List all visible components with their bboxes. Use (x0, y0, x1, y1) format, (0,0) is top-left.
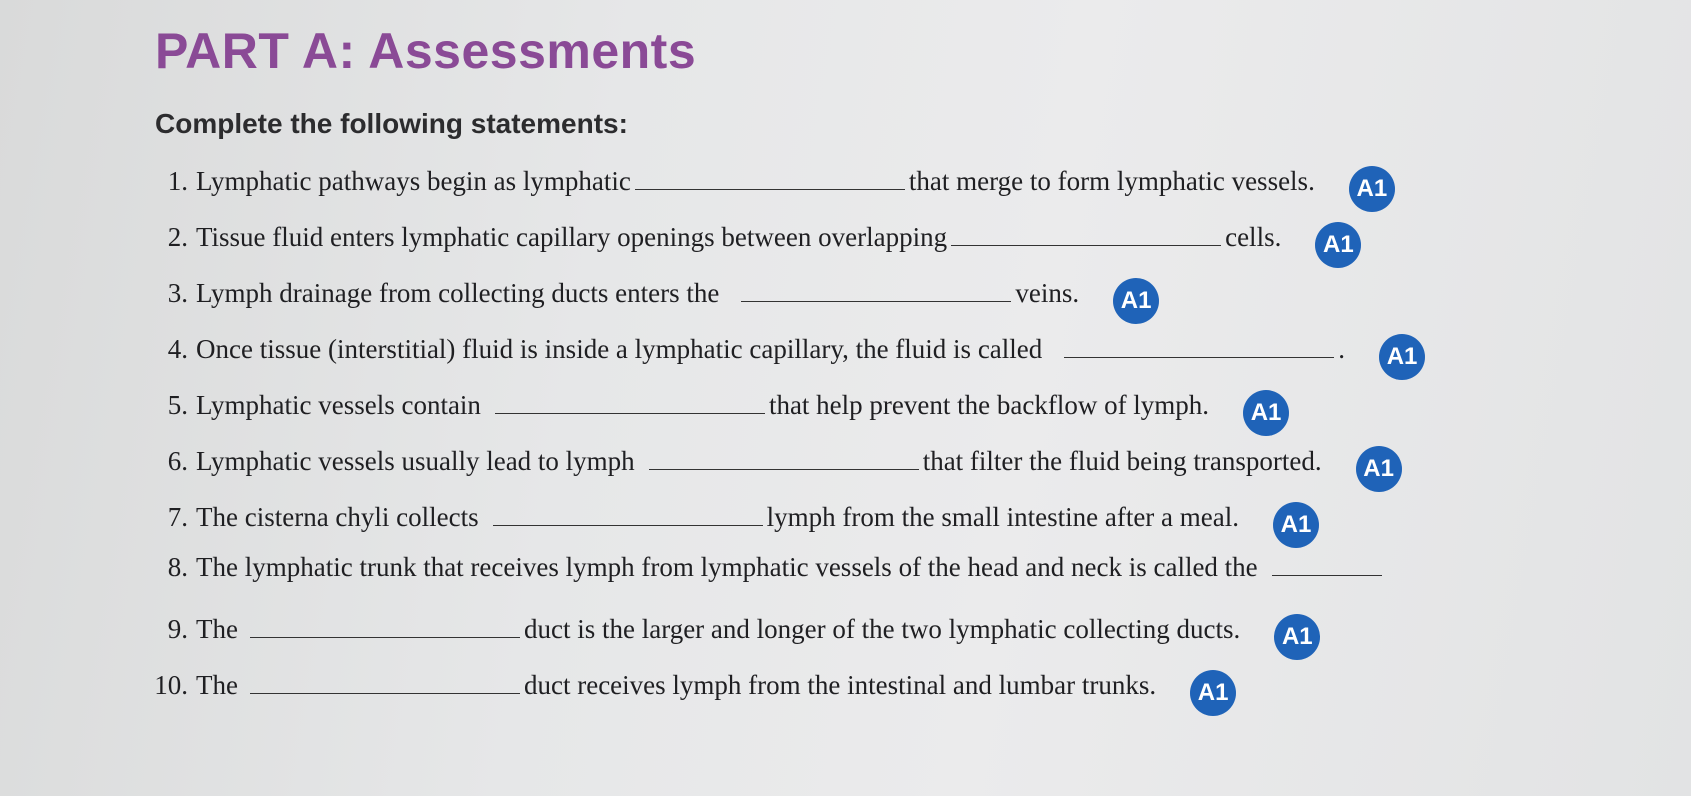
question-text-after: . (1338, 334, 1346, 364)
a1-badge: A1 (1273, 502, 1319, 548)
answer-blank[interactable] (635, 188, 905, 190)
question-6 (140, 440, 1402, 486)
question-1 (140, 160, 1395, 206)
a1-badge: A1 (1349, 166, 1395, 212)
question-number: 4. (167, 334, 188, 364)
question-number: 7. (167, 502, 188, 532)
answer-blank[interactable] (250, 636, 520, 638)
question-text-after: veins. (1015, 278, 1080, 308)
answer-blank[interactable] (1064, 356, 1334, 358)
question-number: 10. (154, 670, 188, 700)
question-text-after: that help prevent the backflow of lymph. (768, 390, 1210, 420)
question-10 (140, 664, 1236, 710)
a1-badge: A1 (1315, 222, 1361, 268)
page-title: PART A: Assessments (155, 23, 697, 79)
question-number: 6. (167, 446, 188, 476)
instruction-heading: Complete the following statements: (155, 108, 628, 139)
question-9 (140, 608, 1320, 654)
question-number: 5. (167, 390, 188, 420)
a1-badge: A1 (1190, 670, 1236, 716)
question-number: 8. (167, 552, 188, 582)
answer-blank[interactable] (649, 468, 919, 470)
question-number: 3. (167, 278, 188, 308)
answer-blank[interactable] (495, 412, 765, 414)
question-text-before: Lymphatic pathways begin as lymphatic (196, 166, 631, 196)
question-text-after: cells. (1225, 222, 1282, 252)
question-2 (140, 216, 1361, 262)
question-text-before: Lymphatic vessels contain (196, 390, 481, 420)
question-text-after: that merge to form lymphatic vessels. (908, 166, 1315, 196)
question-3 (140, 272, 1159, 318)
a1-badge: A1 (1356, 446, 1402, 492)
question-text-after: duct receives lymph from the intestinal and lumbar trunks. (523, 670, 1157, 700)
question-5 (140, 384, 1289, 430)
answer-blank[interactable] (250, 692, 520, 694)
question-text-before: Lymphatic vessels usually lead to lymph (196, 446, 635, 476)
answer-blank[interactable] (1272, 574, 1382, 576)
a1-badge: A1 (1379, 334, 1425, 380)
question-text-after: that filter the fluid being transported. (922, 446, 1322, 476)
question-text-before: The (196, 614, 238, 644)
question-number: 1. (167, 166, 188, 196)
question-text-before: Tissue fluid enters lymphatic capillary openings between overlapping (196, 222, 948, 252)
question-text-before: The lymphatic trunk that receives lymph from lymphatic vessels of the head and neck is called the (196, 552, 1258, 582)
question-number: 9. (167, 614, 188, 644)
a1-badge: A1 (1243, 390, 1289, 436)
answer-blank[interactable] (493, 524, 763, 526)
question-text-after: duct is the larger and longer of the two lymphatic collecting ducts. (523, 614, 1241, 644)
question-text-before: Lymph drainage from collecting ducts enters the (196, 278, 720, 308)
question-text-before: Once tissue (interstitial) fluid is inside a lymphatic capillary, the fluid is called (196, 334, 1043, 364)
question-number: 2. (167, 222, 188, 252)
question-7 (140, 496, 1319, 542)
question-8 (140, 552, 1386, 583)
a1-badge: A1 (1274, 614, 1320, 660)
answer-blank[interactable] (741, 300, 1011, 302)
question-4 (140, 328, 1425, 374)
question-text-before: The (196, 670, 238, 700)
a1-badge: A1 (1113, 278, 1159, 324)
question-text-before: The cisterna chyli collects (196, 502, 479, 532)
answer-blank[interactable] (951, 244, 1221, 246)
question-text-after: lymph from the small intestine after a meal. (766, 502, 1239, 532)
